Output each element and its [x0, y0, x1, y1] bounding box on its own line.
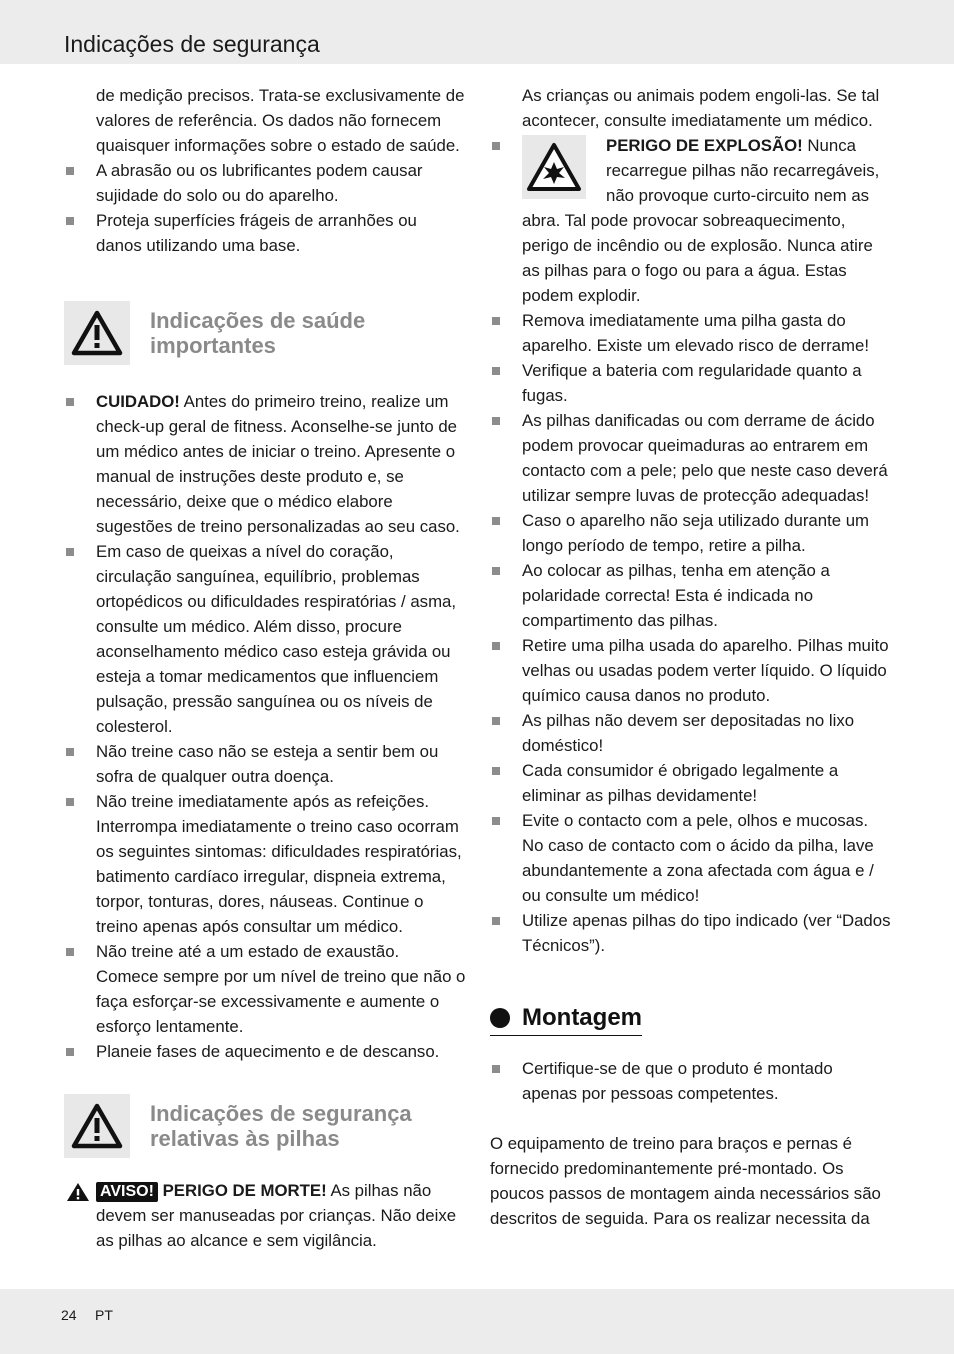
list-item: Ao colocar as pilhas, tenha em atenção a polaridade correcta! Esta é indicada no compartimento das pilhas.: [490, 558, 892, 633]
bullet-icon: [66, 548, 74, 556]
warning-triangle-icon: [64, 1094, 130, 1158]
bullet-icon: [66, 1048, 74, 1056]
list-item: Utilize apenas pilhas do tipo indicado (ver “Dados Técnicos”).: [490, 908, 892, 958]
bullet-icon: [492, 717, 500, 725]
bullet-icon: [492, 367, 500, 375]
list-item: Remova imediatamente uma pilha gasta do aparelho. Existe um elevado risco de derrame!: [490, 308, 892, 358]
montagem-paragraph: O equipamento de treino para braços e pernas é fornecido predominantemente pré-montado. Os poucos passos de montagem ainda necessários são descritos de seguida. Para os realizar necessita da: [490, 1134, 881, 1228]
bullet-icon: [492, 767, 500, 775]
list-item: Proteja superfícies frágeis de arranhões ou danos utilizando uma base.: [64, 208, 466, 258]
page-title: Indicações de segurança: [64, 31, 320, 57]
bullet-icon: [492, 567, 500, 575]
battery-continuation: As crianças ou animais podem engoli-las. Se tal acontecer, consulte imediatamente um médico.: [522, 86, 880, 130]
bullet-icon: [492, 517, 500, 525]
page-number: 24: [61, 1307, 77, 1323]
aviso-label: PERIGO DE MORTE!: [162, 1181, 327, 1200]
bullet-icon: [492, 142, 500, 150]
bullet-dot-icon: [490, 1008, 510, 1028]
health-section-header: [64, 301, 466, 365]
list-item: Retire uma pilha usada do aparelho. Pilhas muito velhas ou usadas podem verter líquido. O líquido químico causa danos no produto.: [490, 633, 892, 708]
list-item: Certifique-se de que o produto é montado apenas por pessoas competentes.: [490, 1056, 892, 1106]
battery-section-title: Indicações de segurança relativas às pilhas: [150, 1101, 412, 1151]
bullet-icon: [492, 417, 500, 425]
list-item: As pilhas não devem ser depositadas no lixo doméstico!: [490, 708, 892, 758]
health-section-title: Indicações de saúde importantes: [150, 308, 366, 358]
battery-section-header: [64, 1094, 466, 1158]
aviso-badge: AVISO!: [96, 1182, 158, 1202]
bullet-icon: [66, 798, 74, 806]
warning-triangle-icon: [64, 301, 130, 365]
list-item: Planeie fases de aquecimento e de descanso.: [64, 1039, 466, 1064]
list-item: CUIDADO! Antes do primeiro treino, realize um check-up geral de fitness. Aconselhe-se junto de um médico antes de iniciar o treino. Apresente o manual de instruções deste produto e, se necessário, deixe que o médico elabore sugestões de treino personalizadas ao seu caso.: [64, 389, 466, 539]
list-item: Verifique a bateria com regularidade quanto a fugas.: [490, 358, 892, 408]
left-column: [64, 83, 466, 1253]
list-item: Cada consumidor é obrigado legalmente a eliminar as pilhas devidamente!: [490, 758, 892, 808]
montagem-heading: Montagem: [490, 1003, 642, 1036]
list-item: A abrasão ou os lubrificantes podem causar sujidade do solo ou do aparelho.: [64, 158, 466, 208]
bullet-icon: [66, 748, 74, 756]
small-warning-icon: [66, 1182, 90, 1202]
bullet-icon: [492, 817, 500, 825]
list-item: Não treine caso não se esteja a sentir bem ou sofra de qualquer outra doença.: [64, 739, 466, 789]
bullet-icon: [492, 1065, 500, 1073]
explosion-warning: PERIGO DE EXPLOSÃO! Nunca recarregue pilhas não recarregáveis, não provoque curto-circuito nem as abra. Tal pode provocar sobreaquecimento, perigo de incêndio ou de explosão. Nunca atire as pilhas para o fogo ou para a água. Estas podem explodir.: [490, 133, 892, 308]
aviso-warning: AVISO! PERIGO DE MORTE! As pilhas não devem ser manuseadas por crianças. Não deixe as pilhas ao alcance e sem vigilância.: [64, 1178, 466, 1253]
explosion-label: PERIGO DE EXPLOSÃO!: [606, 136, 803, 155]
list-item: Caso o aparelho não seja utilizado durante um longo período de tempo, retire a pilha.: [490, 508, 892, 558]
bullet-icon: [492, 642, 500, 650]
bullet-icon: [66, 398, 74, 406]
bullet-icon: [492, 317, 500, 325]
list-item: Não treine até a um estado de exaustão. Comece sempre por um nível de treino que não o faça esforçar-se excessivamente e aumente o esforço lentamente.: [64, 939, 466, 1039]
cuidado-label: CUIDADO!: [96, 392, 180, 411]
list-item: As pilhas danificadas ou com derrame de ácido podem provocar queimaduras ao entrarem em contacto com a pele; pelo que neste caso deverá utilizar sempre luvas de protecção adequadas!: [490, 408, 892, 508]
list-item: Em caso de queixas a nível do coração, circulação sanguínea, equilíbrio, problemas ortopédicos ou dificuldades respiratórias / asma, consulte um médico. Além disso, procure aconselhamento médico caso esteja grávida ou esteja a tomar medicamentos que influenciem pulsação, pressão sanguínea ou os níveis de colesterol.: [64, 539, 466, 739]
language-code: PT: [95, 1307, 113, 1323]
bullet-icon: [66, 167, 74, 175]
explosion-icon: [522, 135, 586, 199]
right-column: [490, 83, 892, 1231]
bullet-icon: [492, 917, 500, 925]
list-item: Não treine imediatamente após as refeições. Interrompa imediatamente o treino caso ocorram os seguintes sintomas: dificuldades respiratórias, batimento cardíaco irregular, dispneia extrema, torpor, tonturas, dores, náuseas. Continue o treino apenas após consultar um médico.: [64, 789, 466, 939]
bullet-icon: [66, 948, 74, 956]
intro-continuation: de medição precisos. Trata-se exclusivamente de valores de referência. Os dados não fornecem quaisquer informações sobre o estado de saúde.: [96, 86, 465, 155]
footer-band: [0, 1289, 954, 1354]
bullet-icon: [66, 217, 74, 225]
list-item: Evite o contacto com a pele, olhos e mucosas. No caso de contacto com o ácido da pilha, lave abundantemente a zona afectada com água e / ou consulte um médico!: [490, 808, 892, 908]
